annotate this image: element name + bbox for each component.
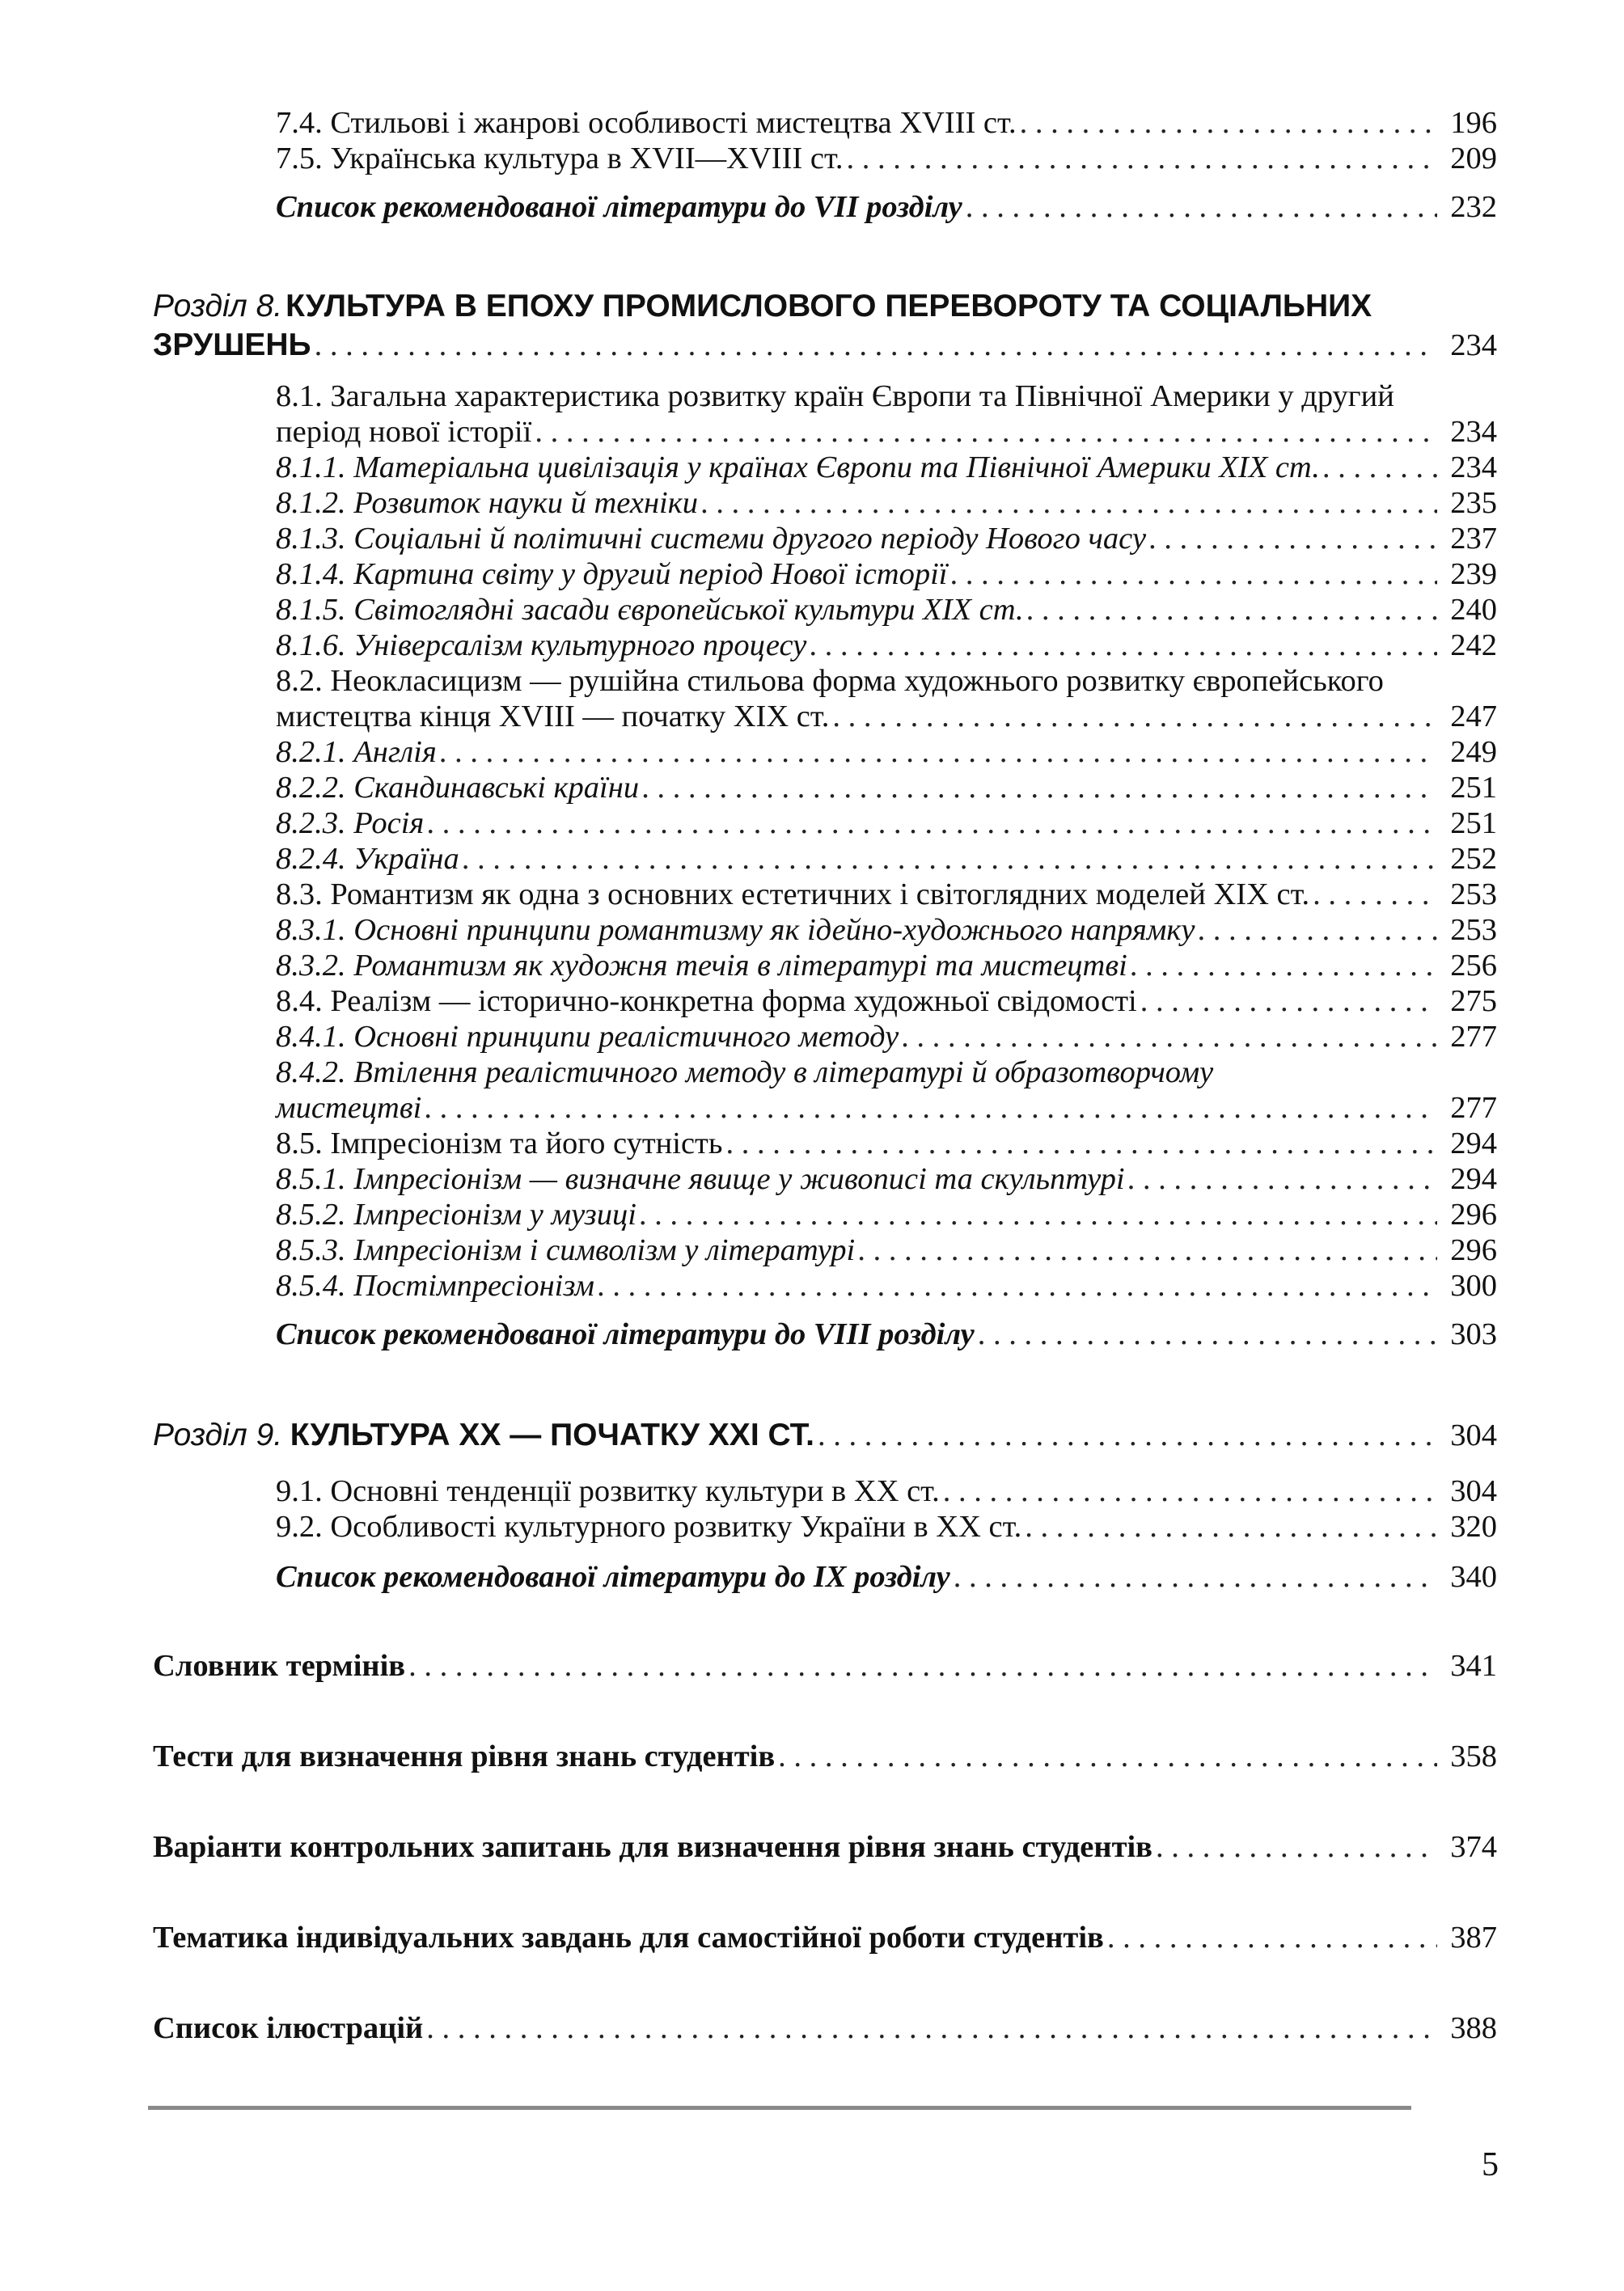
toc-entry-title: 8.5.1. Імпресіонізм — визначне явище у живописі та скульптурі [276, 1162, 1125, 1196]
toc-entry-title: 7.4. Стильові і жанрові особливості мистецтва XVIII ст. [276, 106, 1017, 140]
toc-entry-title: 8.1.5. Світоглядні засади європейської культури XIX ст. [276, 593, 1024, 627]
chapter-label: Розділ 9. [153, 1418, 283, 1452]
toc-entry-title: 8.2.2. Скандинавські країни [276, 771, 640, 805]
dot-leader [642, 768, 1437, 807]
toc-entry-title: Варіанти контрольних запитань для визначення рівня знань студентів [153, 1830, 1152, 1864]
toc-entry-control-questions[interactable] [153, 1828, 1497, 1866]
toc-entry-glossary[interactable] [153, 1646, 1497, 1685]
dot-leader [1156, 1828, 1437, 1866]
dot-leader [440, 733, 1437, 771]
chapter-8-heading-line2[interactable] [153, 325, 1497, 366]
toc-entry-page: 304 [1450, 1474, 1497, 1508]
dot-leader [1107, 1918, 1437, 1957]
toc-entry-page: 300 [1450, 1269, 1497, 1303]
toc-entry-page: 239 [1450, 557, 1497, 591]
toc-entry-title: 8.2.4. Україна [276, 842, 459, 876]
dot-leader [640, 1195, 1437, 1234]
dot-leader [535, 412, 1437, 451]
dot-leader [427, 804, 1437, 843]
toc-entry-title: 8.5. Імпресіонізм та його сутність [276, 1126, 723, 1160]
dot-leader [954, 1558, 1437, 1596]
chapter-title: ЗРУШЕНЬ [153, 328, 311, 362]
toc-entry-tests[interactable] [153, 1737, 1497, 1776]
toc-entry-8-2[interactable] [276, 697, 1497, 736]
toc-entry-8-2-line1[interactable]: 8.2. Неокласицизм — рушійна стильова форма художнього розвитку європейського [276, 664, 1384, 698]
dot-leader [1140, 982, 1437, 1021]
toc-entry-8-3-2[interactable] [276, 946, 1497, 985]
toc-entry-9-1[interactable] [276, 1472, 1497, 1511]
toc-entry-title: 8.3.1. Основні принципи романтизму як ідейно-художнього напрямку [276, 913, 1195, 947]
toc-entry-8-1-4[interactable] [276, 555, 1497, 594]
toc-entry-page: 294 [1450, 1162, 1497, 1196]
toc-entry-title: 8.2.1. Англія [276, 735, 437, 769]
toc-entry-title: мистецтва кінця XVIII — початку XIX ст. [276, 700, 830, 733]
dot-leader [425, 1088, 1437, 1127]
toc-entry-title: 8.1.4. Картина світу у другий період Нової історії [276, 557, 948, 591]
dot-leader [902, 1017, 1437, 1056]
dot-leader [966, 188, 1437, 226]
toc-entry-7-5[interactable] [276, 139, 1497, 178]
chapter-9-heading[interactable] [153, 1415, 1497, 1456]
toc-entry-page: 196 [1450, 106, 1497, 140]
toc-entry-page: 341 [1450, 1649, 1497, 1683]
toc-entry-page: 296 [1450, 1198, 1497, 1232]
toc-entry-8-3-1[interactable] [276, 911, 1497, 949]
toc-entry-8-4-2[interactable] [276, 1088, 1497, 1127]
toc-entry-title: період нової історії [276, 415, 532, 449]
toc-entry-8-1[interactable] [276, 412, 1497, 451]
toc-entry-title: 8.1.6. Універсалізм культурного процесу [276, 628, 807, 662]
dot-leader [1149, 519, 1437, 558]
footer-divider [148, 2106, 1411, 2110]
toc-entry-title: 8.4. Реалізм — історично-конкретна форма художньої свідомості [276, 984, 1137, 1018]
toc-entry-8-2-1[interactable] [276, 733, 1497, 771]
toc-entry-page: 237 [1450, 522, 1497, 556]
dot-leader [1323, 448, 1437, 487]
toc-entry-page: 235 [1450, 486, 1497, 520]
dot-leader [725, 1124, 1437, 1163]
toc-entry-8-1-3[interactable] [276, 519, 1497, 558]
toc-entry-8-4[interactable] [276, 982, 1497, 1021]
dot-leader [951, 555, 1438, 594]
chapter-title: КУЛЬТУРА В ЕПОХУ ПРОМИСЛОВОГО ПЕРЕВОРОТУ ТА СОЦІАЛЬНИХ [285, 289, 1372, 323]
toc-entry-page: 253 [1450, 877, 1497, 911]
toc-entry-title: 8.3.2. Романтизм як художня течія в літературі та мистецтві [276, 949, 1127, 983]
dot-leader [1313, 875, 1437, 914]
toc-entry-8-2-3[interactable] [276, 804, 1497, 843]
toc-entry-title: Список рекомендованої літератури до VII розділу [276, 190, 962, 224]
toc-entry-title: 8.4.1. Основні принципи реалістичного методу [276, 1020, 899, 1054]
toc-entry-title: 7.5. Українська культура в XVII—XVIII ст. [276, 142, 844, 175]
toc-entry-title: 8.1.1. Матеріальна цивілізація у країнах Європи та Північної Америки XIX ст. [276, 450, 1320, 484]
toc-entry-8-1-5[interactable] [276, 590, 1497, 629]
toc-entry-title: 8.2.3. Росія [276, 806, 425, 840]
toc-entry-8-1-1[interactable] [276, 448, 1497, 487]
dot-leader [1025, 1507, 1437, 1546]
toc-entry-page: 277 [1450, 1020, 1497, 1054]
toc-entry-page: 294 [1450, 1126, 1497, 1160]
toc-entry-title: 8.1.3. Соціальні й політичні системи другого періоду Нового часу [276, 522, 1147, 556]
toc-entry-8-2-2[interactable] [276, 768, 1497, 807]
dot-leader [1128, 1160, 1437, 1198]
toc-entry-page: 374 [1450, 1830, 1497, 1864]
chapter-heading [153, 1415, 814, 1456]
toc-entry-page: 251 [1450, 806, 1497, 840]
dot-leader [832, 697, 1437, 736]
toc-entry-page: 252 [1450, 842, 1497, 876]
dot-leader [818, 1415, 1437, 1456]
toc-entry-8-5-3[interactable] [276, 1231, 1497, 1270]
toc-entry-individual-tasks[interactable] [153, 1918, 1497, 1957]
toc-entry-title: 9.2. Особливості культурного розвитку України в XX ст. [276, 1510, 1022, 1544]
toc-entry-title: Тести для визначення рівня знань студентів [153, 1739, 776, 1773]
toc-entry-title: 8.5.2. Імпресіонізм у музиці [276, 1198, 636, 1232]
toc-entry-page: 388 [1450, 2011, 1497, 2045]
toc-entry-title: 8.5.3. Імпресіонізм і символізм у літературі [276, 1233, 856, 1267]
toc-entry-page: 240 [1450, 593, 1497, 627]
dot-leader [598, 1266, 1437, 1305]
toc-entry-8-5-1[interactable] [276, 1160, 1497, 1198]
toc-entry-page: 340 [1450, 1560, 1497, 1594]
toc-entry-8-2-4[interactable] [276, 839, 1497, 878]
toc-entry-page: 277 [1450, 1091, 1497, 1125]
toc-entry-illustrations[interactable] [153, 2009, 1497, 2048]
toc-entry-8-4-1[interactable] [276, 1017, 1497, 1056]
toc-entry-page: 303 [1450, 1317, 1497, 1351]
toc-entry-page: 234 [1450, 415, 1497, 449]
toc-entry-8-4-2-line1[interactable]: 8.4.2. Втілення реалістичного методу в літературі й образотворчому [276, 1055, 1214, 1089]
toc-entry-ch9-reading[interactable] [276, 1558, 1497, 1596]
toc-entry-page: 358 [1450, 1739, 1497, 1773]
toc-entry-page: 256 [1450, 949, 1497, 983]
toc-entry-page: 253 [1450, 913, 1497, 947]
dot-leader [847, 139, 1437, 178]
chapter-label: Розділ 8. [153, 289, 283, 323]
toc-entry-title: 8.1.2. Розвиток науки й техніки [276, 486, 699, 520]
chapter-8-heading-line1[interactable] [153, 286, 1497, 327]
toc-entry-page: 296 [1450, 1233, 1497, 1267]
dot-leader [1198, 911, 1437, 949]
toc-entry-title: Тематика індивідуальних завдань для самостійної роботи студентів [153, 1921, 1104, 1955]
toc-entry-9-2[interactable] [276, 1507, 1497, 1546]
dot-leader [701, 484, 1437, 522]
toc-entry-8-3[interactable] [276, 875, 1497, 914]
page-number: 5 [1482, 2146, 1499, 2183]
toc-entry-8-1-line1[interactable]: 8.1. Загальна характеристика розвитку країн Європи та Північної Америки у другий [276, 379, 1394, 413]
dot-leader [978, 1315, 1437, 1354]
toc-entry-page: 209 [1450, 142, 1497, 175]
toc-entry-title: 8.3. Романтизм як одна з основних естетичних і світоглядних моделей XIX ст. [276, 877, 1310, 911]
toc-entry-title: Словник термінів [153, 1649, 406, 1683]
dot-leader [463, 839, 1437, 878]
toc-entry-page: 251 [1450, 771, 1497, 805]
toc-entry-page: 275 [1450, 984, 1497, 1018]
dot-leader [1020, 104, 1437, 142]
toc-entry-title: 9.1. Основні тенденції розвитку культури в XX ст. [276, 1474, 940, 1508]
dot-leader [315, 325, 1437, 366]
dot-leader [1027, 590, 1437, 629]
dot-leader [408, 1646, 1437, 1685]
toc-entry-page: 232 [1450, 190, 1497, 224]
toc-entry-page: 304 [1450, 1418, 1497, 1452]
toc-entry-title: Список ілюстрацій [153, 2011, 424, 2045]
toc-entry-title: 8.5.4. Постімпресіонізм [276, 1269, 595, 1303]
toc-entry-page: 320 [1450, 1510, 1497, 1544]
toc-entry-title: Список рекомендованої літератури до VIII розділу [276, 1317, 975, 1351]
dot-leader [426, 2009, 1437, 2048]
toc-entry-8-5-4[interactable] [276, 1266, 1497, 1305]
toc-entry-page: 247 [1450, 700, 1497, 733]
toc-entry-ch7-reading[interactable] [276, 188, 1497, 226]
toc-entry-ch8-reading[interactable] [276, 1315, 1497, 1354]
chapter-title: КУЛЬТУРА XX — ПОЧАТКУ XXI СТ. [290, 1418, 814, 1452]
dot-leader [858, 1231, 1437, 1270]
toc-entry-page: 242 [1450, 628, 1497, 662]
toc-entry-8-1-6[interactable] [276, 626, 1497, 665]
toc-entry-page: 249 [1450, 735, 1497, 769]
toc-entry-page: 234 [1450, 450, 1497, 484]
dot-leader [778, 1737, 1437, 1776]
dot-leader [943, 1472, 1437, 1511]
dot-leader [1131, 946, 1437, 985]
toc-entry-title: Список рекомендованої літератури до IX розділу [276, 1560, 950, 1594]
toc-entry-title: мистецтві [276, 1091, 422, 1125]
dot-leader [810, 626, 1437, 665]
toc-entry-7-4[interactable] [276, 104, 1497, 142]
toc-entry-page: 234 [1450, 328, 1497, 362]
toc-entry-page: 387 [1450, 1921, 1497, 1955]
toc-entry-8-5[interactable] [276, 1124, 1497, 1163]
toc-entry-8-5-2[interactable] [276, 1195, 1497, 1234]
toc-entry-8-1-2[interactable] [276, 484, 1497, 522]
